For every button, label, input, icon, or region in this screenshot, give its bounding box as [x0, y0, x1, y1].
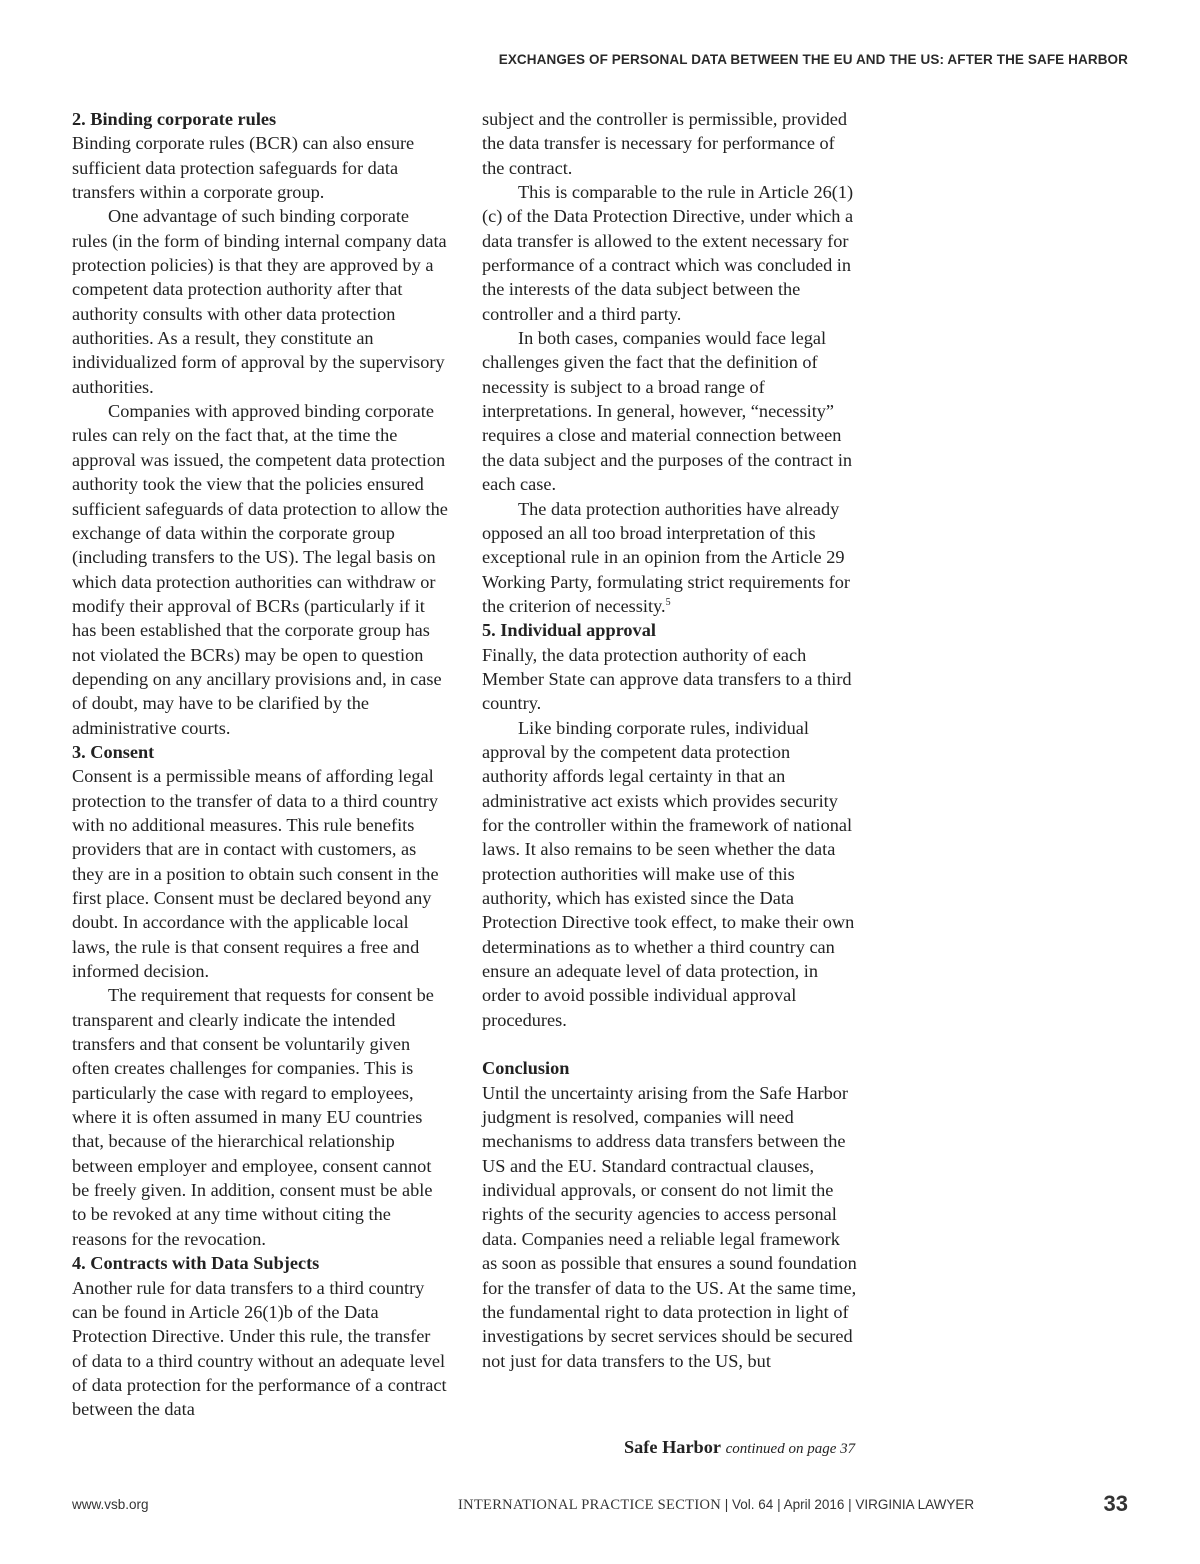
- paragraph-text: The data protection authorities have already opposed an all too broad interpretation of this exceptional rule in an opinion from the Article 29 Working Party, formulating strict requirements for the criterion of necessity.: [482, 498, 850, 616]
- footer-publication: VIRGINIA LAWYER: [855, 1497, 975, 1512]
- heading-contracts-with-data-subjects: 4. Contracts with Data Subjects: [72, 1253, 320, 1274]
- paragraph: The requirement that requests for consent be transparent and clearly indicate the intended transfers and that consent be voluntarily given often creates challenges for companies. This is particularly the case with regard to employees, where it is often assumed in many EU countries that, because of the hierarchical relationship between employer and employee, consent cannot be freely given. In addition, consent must be able to be revoked at any time without citing the reasons for the revocation.: [72, 985, 434, 1249]
- paragraph: Until the uncertainty arising from the Safe Harbor judgment is resolved, companies will need mechanisms to address data transfers between the US and the EU. Standard contractual clauses, individual approvals, or consent do not limit the rights of the security agencies to access personal data. Companies need a reliable legal framework as soon as possible that ensures a sound foundation for the transfer of data to the US. At the same time, the fundamental right to data protection in light of investigations by secret services should be secured not just for data transfers to the US, but: [482, 1082, 857, 1371]
- heading-consent: 3. Consent: [72, 741, 155, 762]
- heading-conclusion: Conclusion: [482, 1058, 570, 1079]
- continued-link[interactable]: continued on page 37: [725, 1441, 856, 1457]
- heading-binding-corporate-rules: 2. Binding corporate rules: [72, 109, 277, 129]
- paragraph: One advantage of such binding corporate rules (in the form of binding internal company data protection policies) is that they are approved by a competent data protection authority after that authority consults with other data protection authorities. As a result, they constitute an individualized form of approval by the supervisory authorities.: [72, 206, 447, 397]
- heading-individual-approval: 5. Individual approval: [482, 620, 656, 641]
- footer-masthead: [458, 1497, 974, 1514]
- paragraph: Binding corporate rules (BCR) can also ensure sufficient data protection safeguards for data transfers within a corporate group.: [72, 133, 415, 203]
- paragraph: This is comparable to the rule in Article 26(1)(c) of the Data Protection Directive, under which a data transfer is allowed to the extent necessary for performance of a contract which was concluded in the interests of the data subject between the controller and a third party.: [482, 182, 854, 324]
- paragraph: Like binding corporate rules, individual approval by the competent data protection authority affords legal certainty in that an administrative act exists which provides security for the controller within the framework of national laws. It also remains to be seen whether the data protection authorities will make use of this authority, which has existed since the Data Protection Directive took effect, to make their own determinations as to whether a third country can ensure an adequate level of data protection, in order to avoid possible individual approval procedures.: [482, 717, 855, 1030]
- running-head: EXCHANGES OF PERSONAL DATA BETWEEN THE EU AND THE US: AFTER THE SAFE HARBOR: [498, 52, 1128, 67]
- paragraph: In both cases, companies would face legal challenges given the fact that the definition of necessity is subject to a broad range of interpretations. In general, however, “necessity” requires a close and material connection between the data subject and the purposes of the contract in each case.: [482, 328, 853, 495]
- footer-volume: Vol. 64: [732, 1497, 774, 1512]
- footer-date: April 2016: [783, 1497, 845, 1512]
- left-column: [72, 107, 448, 1422]
- paragraph: Consent is a permissible means of affording legal protection to the transfer of data to a third country with no additional measures. This rule benefits providers that are in contact with customers, as they are in a position to obtain such consent in the first place. Consent must be declared beyond any doubt. In accordance with the applicable local laws, the rule is that consent requires a free and informed decision.: [72, 766, 439, 982]
- paragraph: Finally, the data protection authority of each Member State can approve data transfers to a third country.: [482, 644, 852, 714]
- website-link[interactable]: www.vsb.org: [72, 1497, 149, 1512]
- footer-separator: |: [773, 1497, 784, 1512]
- footer-section: INTERNATIONAL PRACTICE SECTION: [458, 1497, 722, 1513]
- paragraph: [482, 497, 858, 619]
- paragraph: subject and the controller is permissible, provided the data transfer is necessary for performance of the contract.: [482, 109, 848, 178]
- footer-separator: |: [844, 1497, 856, 1512]
- continued-notice: [624, 1437, 855, 1458]
- paragraph: Companies with approved binding corporate rules can rely on the fact that, at the time the approval was issued, the competent data protection authority took the view that the policies ensured sufficient safeguards of data protection to allow the exchange of data within the corporate group (including transfers to the US). The legal basis on which data protection authorities can withdraw or modify their approval of BCRs (particularly if it has been established that the corporate group has not violated the BCRs) may be open to question depending on any ancillary provisions and, in case of doubt, may have to be clarified by the administrative courts.: [72, 401, 448, 738]
- footnote-reference: 5: [665, 596, 671, 608]
- right-column: [482, 107, 858, 1373]
- page-footer: [72, 1491, 1128, 1520]
- page-number: 33: [1103, 1491, 1128, 1516]
- paragraph: Another rule for data transfers to a third country can be found in Article 26(1)b of the Data Protection Directive. Under this rule, the transfer of data to a third country without an adequate level of data protection for the performance of a contract between the data: [72, 1277, 447, 1420]
- footer-separator: |: [721, 1497, 733, 1512]
- continued-title: Safe Harbor: [624, 1437, 721, 1457]
